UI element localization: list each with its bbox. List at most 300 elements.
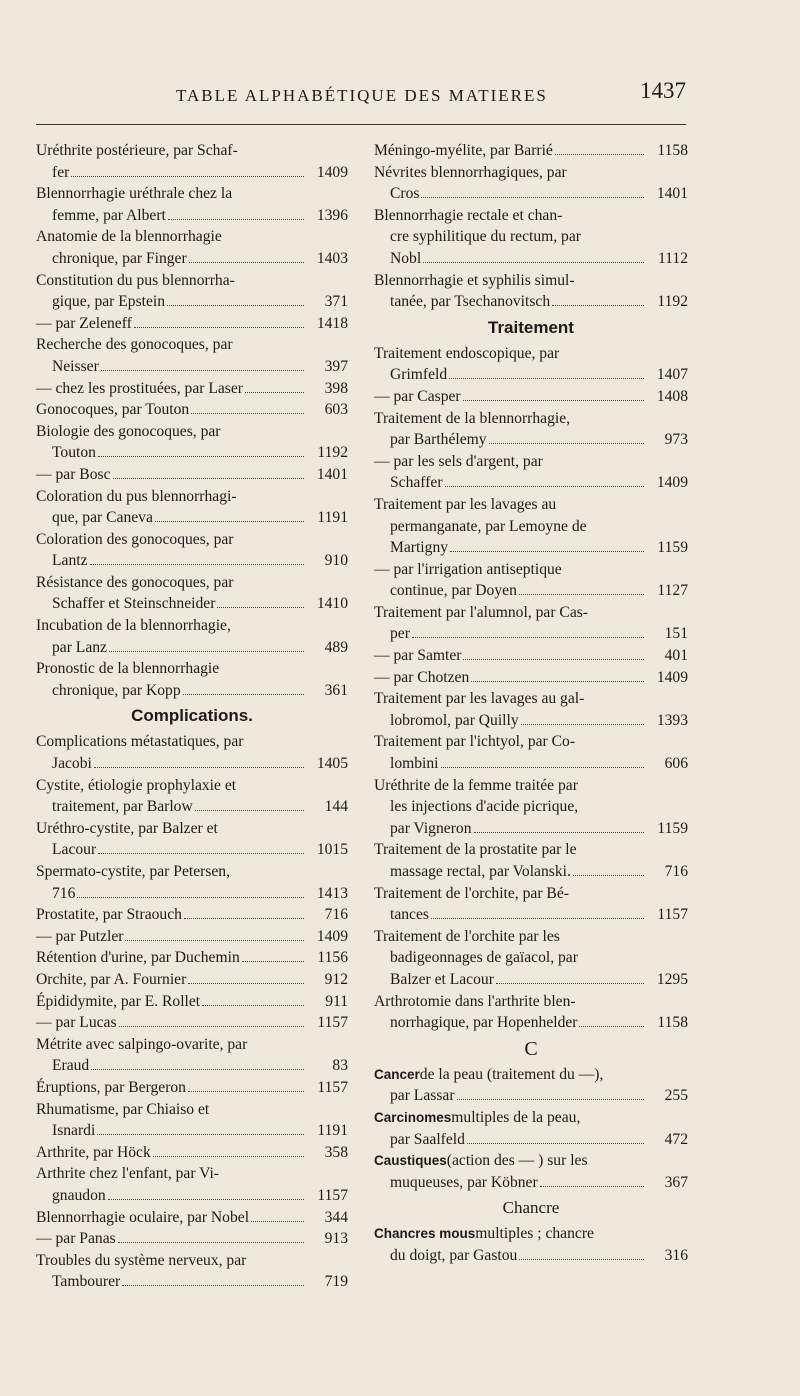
- entry-text: Cros: [390, 185, 420, 203]
- entry-line: [36, 507, 348, 529]
- dot-leader: [202, 1005, 304, 1006]
- entry-line: [374, 429, 688, 451]
- entry-line: [374, 947, 688, 969]
- entry-text: Traitement par l'alumnol, par Cas-: [374, 603, 589, 621]
- dot-leader: [101, 370, 304, 371]
- entry-text: multiples de la peau,: [451, 1108, 581, 1126]
- entry-text: les injections d'acide picrique,: [390, 798, 579, 816]
- dot-leader: [98, 853, 304, 854]
- dot-leader: [489, 443, 644, 444]
- entry-page: 1157: [317, 1014, 348, 1032]
- entry-line: [36, 442, 348, 464]
- dot-leader: [245, 392, 304, 393]
- entry-line: [374, 969, 688, 991]
- entry-line: [374, 386, 688, 408]
- dot-leader: [421, 197, 644, 198]
- entry-page: 911: [325, 992, 348, 1010]
- left-entries: [36, 140, 348, 701]
- dot-leader: [471, 681, 644, 682]
- entry-line: [374, 753, 688, 775]
- entry-text: Traitement de l'orchite, par Bé-: [374, 884, 569, 902]
- entry-line: [374, 1107, 688, 1129]
- header-rule: [36, 124, 686, 125]
- entry-text: Blennorrhagie oculaire, par Nobel: [36, 1208, 250, 1226]
- entry-text: chronique, par Kopp: [52, 681, 181, 699]
- entry-page: 1127: [657, 582, 688, 600]
- index-entry: [36, 334, 348, 377]
- index-entry: [374, 559, 688, 602]
- entry-text: Troubles du système nerveux, par: [36, 1251, 247, 1269]
- entry-line: [36, 1163, 348, 1185]
- dot-leader: [118, 1242, 304, 1243]
- entry-text: Résistance des gonocoques, par: [36, 573, 234, 591]
- index-entry: [36, 1250, 348, 1293]
- section-heading-chancre: Chancre: [502, 1198, 560, 1218]
- dot-leader: [98, 456, 304, 457]
- index-entry: [374, 688, 688, 731]
- entry-line: [374, 205, 688, 227]
- entry-line: [374, 1172, 688, 1194]
- entry-page: 489: [324, 638, 348, 656]
- dot-leader: [113, 478, 305, 479]
- entry-text: Anatomie de la blennorrhagie: [36, 228, 222, 246]
- entry-line: [36, 378, 348, 400]
- entry-text: chronique, par Finger: [52, 249, 187, 267]
- index-entry: [36, 861, 348, 904]
- entry-line: [374, 883, 688, 905]
- entry-page: 606: [664, 755, 688, 773]
- entry-line: [374, 839, 688, 861]
- entry-page: 1159: [657, 539, 688, 557]
- index-entry: [374, 343, 688, 386]
- index-entry: [36, 926, 348, 948]
- entry-line: [36, 775, 348, 797]
- entry-line: [36, 615, 348, 637]
- entry-line: [374, 602, 688, 624]
- entry-page: 1192: [657, 293, 688, 311]
- entry-text: — par Lucas: [36, 1014, 117, 1032]
- entry-line: [374, 140, 688, 162]
- entry-page: 358: [324, 1143, 348, 1161]
- entry-line: [36, 1099, 348, 1121]
- index-entry: [374, 667, 688, 689]
- entry-line: [374, 1223, 688, 1245]
- entry-text: Lantz: [52, 552, 88, 570]
- entry-text: Traitement endoscopique, par: [374, 344, 560, 362]
- entry-page: 472: [664, 1130, 688, 1148]
- entry-line: [374, 904, 688, 926]
- dot-leader: [125, 940, 304, 941]
- entry-text: muqueuses, par Köbner: [390, 1173, 538, 1191]
- entry-line: [374, 926, 688, 948]
- entry-page: 255: [664, 1087, 688, 1105]
- entry-page: 1191: [317, 509, 348, 527]
- entry-page: 1157: [317, 1078, 348, 1096]
- dot-leader: [184, 918, 304, 919]
- entry-text: tances: [390, 906, 429, 924]
- index-entry: [36, 1034, 348, 1077]
- entry-line: [36, 1142, 348, 1164]
- dot-leader: [134, 327, 304, 328]
- index-entry: [36, 969, 348, 991]
- dot-leader: [122, 1285, 304, 1286]
- dot-leader: [412, 637, 644, 638]
- index-entry: [36, 1077, 348, 1099]
- dot-leader: [167, 305, 304, 306]
- entry-page: 1413: [316, 884, 348, 902]
- index-entry: [374, 839, 688, 882]
- entry-line: [374, 580, 688, 602]
- index-entry: [36, 529, 348, 572]
- entry-line: [36, 313, 348, 335]
- dot-leader: [467, 1143, 644, 1144]
- dot-leader: [540, 1186, 644, 1187]
- entry-line: [374, 408, 688, 430]
- entry-line: [374, 162, 688, 184]
- entry-text: Recherche des gonocoques, par: [36, 336, 233, 354]
- entry-line: [36, 226, 348, 248]
- dot-leader: [463, 400, 644, 401]
- index-entry: [374, 494, 688, 559]
- entry-text: — par l'irrigation antiseptique: [374, 560, 562, 578]
- dot-leader: [457, 1099, 644, 1100]
- entry-page: 1295: [656, 970, 688, 988]
- entry-line: [36, 421, 348, 443]
- entry-line: [36, 926, 348, 948]
- entry-text: continue, par Doyen: [390, 582, 517, 600]
- index-entry: [36, 270, 348, 313]
- entry-page: 367: [664, 1173, 688, 1191]
- entry-text: Blennorrhagie et syphilis simul-: [374, 271, 575, 289]
- entry-text: Éruptions, par Bergeron: [36, 1078, 186, 1096]
- entry-page: 1015: [316, 841, 348, 859]
- index-entry: [36, 947, 348, 969]
- entry-page: 1409: [316, 927, 348, 945]
- entry-page: 1409: [316, 163, 348, 181]
- entry-text: que, par Caneva: [52, 509, 153, 527]
- index-entry: [36, 421, 348, 464]
- entry-line: [36, 334, 348, 356]
- index-entry: [374, 775, 688, 840]
- index-entry: [374, 205, 688, 270]
- entry-text: Nobl: [390, 249, 422, 267]
- index-entry: [36, 464, 348, 486]
- entry-page: 1418: [316, 314, 348, 332]
- entry-text: Orchite, par A. Fournier: [36, 970, 187, 988]
- index-entry: [36, 731, 348, 774]
- index-entry: [374, 1223, 688, 1266]
- index-entry: [36, 615, 348, 658]
- entry-page: 1191: [317, 1122, 348, 1140]
- entry-page: 1157: [657, 906, 688, 924]
- dot-leader: [519, 1259, 644, 1260]
- entry-text: par Lanz: [52, 638, 107, 656]
- index-entry: [374, 991, 688, 1034]
- entry-page: 1407: [656, 366, 688, 384]
- page-number: 1437: [640, 78, 686, 103]
- entry-text: — par Bosc: [36, 465, 111, 483]
- dot-leader: [423, 262, 644, 263]
- dot-leader: [155, 521, 304, 522]
- entry-page: 1158: [657, 142, 688, 159]
- entry-page: 1393: [656, 711, 688, 729]
- entry-text: Prostatite, par Straouch: [36, 906, 182, 924]
- dot-leader: [555, 154, 644, 155]
- entry-text: Coloration des gonocoques, par: [36, 530, 234, 548]
- entry-page: 1409: [656, 668, 688, 686]
- entry-line: [36, 1271, 348, 1293]
- entry-page: 1401: [656, 185, 688, 203]
- index-entry: [36, 775, 348, 818]
- entry-line: [36, 356, 348, 378]
- entry-line: [36, 1228, 348, 1250]
- entry-line: [374, 270, 688, 292]
- entry-page: 1156: [317, 949, 348, 967]
- dot-leader: [183, 694, 304, 695]
- entry-page: 1159: [657, 819, 688, 837]
- dot-leader: [449, 378, 644, 379]
- section-heading-complications: Complications.: [131, 706, 253, 726]
- left-entries-complications: [36, 731, 348, 1292]
- entry-page: 1401: [316, 465, 348, 483]
- entry-text: — par Panas: [36, 1230, 116, 1248]
- dot-leader: [71, 176, 304, 177]
- dot-leader: [191, 413, 304, 414]
- entry-text: Métrite avec salpingo-ovarite, par: [36, 1035, 248, 1053]
- entry-line: [36, 529, 348, 551]
- entry-page: 1403: [316, 249, 348, 267]
- index-entry: [36, 572, 348, 615]
- index-entry: [36, 658, 348, 701]
- index-entry: [36, 140, 348, 183]
- entry-line: [374, 775, 688, 797]
- entry-line: [374, 1064, 688, 1086]
- page-header: [36, 78, 686, 118]
- entry-line: [374, 451, 688, 473]
- entry-line: [374, 1012, 688, 1034]
- dot-leader: [195, 810, 304, 811]
- right-entries-c: [374, 1064, 688, 1194]
- entry-text: Méningo-myélite, par Barrié: [374, 142, 553, 159]
- entry-text: — par les sels d'argent, par: [374, 452, 543, 470]
- dot-leader: [90, 564, 305, 565]
- entry-line: [36, 140, 348, 162]
- entry-page: 1405: [316, 755, 348, 773]
- index-entry: [36, 818, 348, 861]
- index-entry: [36, 991, 348, 1013]
- dot-leader: [441, 767, 644, 768]
- entry-text: Isnardi: [52, 1122, 96, 1140]
- entry-page: 1112: [657, 249, 688, 267]
- entry-line: [374, 1150, 688, 1172]
- entry-line: [36, 1012, 348, 1034]
- right-entries-chancre: [374, 1223, 688, 1266]
- dot-leader: [77, 897, 304, 898]
- index-entry: [374, 386, 688, 408]
- index-entry: [374, 883, 688, 926]
- entry-line: [374, 343, 688, 365]
- entry-line: [374, 861, 688, 883]
- entry-line: [36, 593, 348, 615]
- entry-line: [36, 861, 348, 883]
- entry-text: norrhagique, par Hopenhelder: [390, 1014, 578, 1032]
- dot-leader: [109, 651, 304, 652]
- entry-line: [36, 731, 348, 753]
- entry-text: Arthrotomie dans l'arthrite blen-: [374, 992, 576, 1010]
- entry-text: du doigt, par Gastou: [390, 1246, 518, 1264]
- dot-leader: [463, 659, 644, 660]
- index-entry: [374, 1150, 688, 1193]
- entry-text: Traitement par les lavages au gal-: [374, 690, 585, 708]
- entry-line: [374, 818, 688, 840]
- entry-line: [36, 839, 348, 861]
- entry-text: gnaudon: [52, 1186, 106, 1204]
- dot-leader: [189, 262, 304, 263]
- index-entry: [374, 270, 688, 313]
- entry-lead: Cancer: [374, 1066, 420, 1082]
- index-entry: [374, 408, 688, 451]
- entry-text: Uréthrite postérieure, par Schaf-: [36, 142, 238, 159]
- dot-leader: [188, 983, 304, 984]
- entry-text: Lacour: [52, 841, 97, 859]
- left-column: [36, 140, 348, 1293]
- entry-line: [36, 818, 348, 840]
- entry-text: Blennorrhagie rectale et chan-: [374, 206, 563, 224]
- index-entry: [374, 140, 688, 162]
- entry-text: Arthrite, par Höck: [36, 1143, 151, 1161]
- index-entry: [374, 162, 688, 205]
- entry-page: 719: [324, 1273, 348, 1291]
- entry-text: par Vigneron: [390, 819, 472, 837]
- dot-leader: [97, 1134, 304, 1135]
- entry-line: [36, 270, 348, 292]
- entry-line: [374, 494, 688, 516]
- entry-text: Incubation de la blennorrhagie,: [36, 617, 231, 635]
- index-entry: [374, 1107, 688, 1150]
- dot-leader: [519, 594, 644, 595]
- dot-leader: [496, 983, 644, 984]
- index-entry: [36, 399, 348, 421]
- entry-text: Complications métastatiques, par: [36, 733, 244, 751]
- entry-text: badigeonnages de gaïacol, par: [390, 949, 578, 967]
- entry-text: Rhumatisme, par Chiaiso et: [36, 1100, 210, 1118]
- entry-text: Uréthro-cystite, par Balzer et: [36, 819, 218, 837]
- entry-text: — par Zeleneff: [36, 314, 132, 332]
- entry-text: permanganate, par Lemoyne de: [390, 517, 587, 535]
- entry-page: 1158: [657, 1014, 688, 1032]
- entry-page: 1157: [317, 1186, 348, 1204]
- entry-page: 1192: [317, 444, 348, 462]
- entry-line: [374, 1085, 688, 1107]
- dot-leader: [552, 305, 644, 306]
- entry-line: [36, 1077, 348, 1099]
- index-entry: [374, 451, 688, 494]
- entry-page: 401: [664, 647, 688, 665]
- entry-text: Spermato-cystite, par Petersen,: [36, 863, 230, 880]
- dot-leader: [521, 724, 644, 725]
- entry-text: par Barthélemy: [390, 431, 487, 449]
- entry-text: Balzer et Lacour: [390, 970, 494, 988]
- entry-line: [374, 623, 688, 645]
- entry-text: lombini: [390, 755, 439, 773]
- entry-text: Arthrite chez l'enfant, par Vi-: [36, 1165, 219, 1183]
- entry-page: 316: [664, 1246, 688, 1264]
- entry-text: multiples ; chancre: [475, 1225, 594, 1243]
- entry-page: 973: [664, 431, 688, 449]
- entry-line: [36, 183, 348, 205]
- entry-line: [36, 796, 348, 818]
- entry-line: [36, 162, 348, 184]
- entry-text: 716: [52, 884, 76, 902]
- entry-text: — chez les prostituées, par Laser: [36, 379, 243, 397]
- entry-page: 912: [324, 970, 348, 988]
- entry-line: [374, 537, 688, 559]
- index-entry: [36, 1163, 348, 1206]
- entry-text: Traitement de la prostatite par le: [374, 841, 577, 859]
- entry-text: — par Putzler: [36, 927, 124, 945]
- entry-line: [374, 472, 688, 494]
- entry-line: [36, 1120, 348, 1142]
- entry-page: 83: [332, 1057, 348, 1075]
- entry-text: per: [390, 625, 410, 643]
- entry-line: [36, 248, 348, 270]
- entry-page: 913: [324, 1230, 348, 1248]
- entry-line: [374, 1129, 688, 1151]
- index-entry: [374, 926, 688, 991]
- dot-leader: [188, 1091, 304, 1092]
- entry-text: Martigny: [390, 539, 449, 557]
- dot-leader: [153, 1156, 304, 1157]
- entry-line: [374, 796, 688, 818]
- entry-page: 361: [324, 681, 348, 699]
- entry-line: [36, 658, 348, 680]
- dot-leader: [91, 1069, 304, 1070]
- dot-leader: [168, 219, 304, 220]
- entry-line: [374, 645, 688, 667]
- entry-text: — par Chotzen: [374, 668, 470, 686]
- entry-line: [374, 688, 688, 710]
- index-entry: [36, 226, 348, 269]
- entry-text: traitement, par Barlow: [52, 798, 193, 816]
- entry-text: Jacobi: [52, 755, 92, 773]
- entry-line: [374, 516, 688, 538]
- entry-text: Neisser: [52, 357, 99, 375]
- entry-page: 144: [324, 798, 348, 816]
- right-column: [374, 140, 688, 1267]
- index-entry: [36, 1142, 348, 1164]
- entry-line: [36, 991, 348, 1013]
- entry-line: [36, 1185, 348, 1207]
- entry-lead: Carcinomes: [374, 1109, 452, 1125]
- entry-page: 151: [664, 625, 688, 643]
- entry-text: Traitement par l'ichtyol, par Co-: [374, 733, 576, 751]
- entry-text: Constitution du pus blennorrha-: [36, 271, 235, 289]
- entry-text: Pronostic de la blennorrhagie: [36, 660, 220, 678]
- dot-leader: [94, 767, 304, 768]
- entry-line: [36, 486, 348, 508]
- entry-text: Traitement de l'orchite par les: [374, 927, 560, 945]
- entry-text: par Saalfeld: [390, 1130, 465, 1148]
- entry-lead: Chancres mous: [374, 1226, 476, 1242]
- entry-line: [374, 667, 688, 689]
- entry-page: 1396: [316, 206, 348, 224]
- entry-line: [36, 1034, 348, 1056]
- dot-leader: [217, 607, 304, 608]
- entry-text: (action des — ) sur les: [446, 1152, 588, 1170]
- index-entry: [36, 378, 348, 400]
- entry-line: [36, 291, 348, 313]
- entry-text: Gonocoques, par Touton: [36, 401, 190, 419]
